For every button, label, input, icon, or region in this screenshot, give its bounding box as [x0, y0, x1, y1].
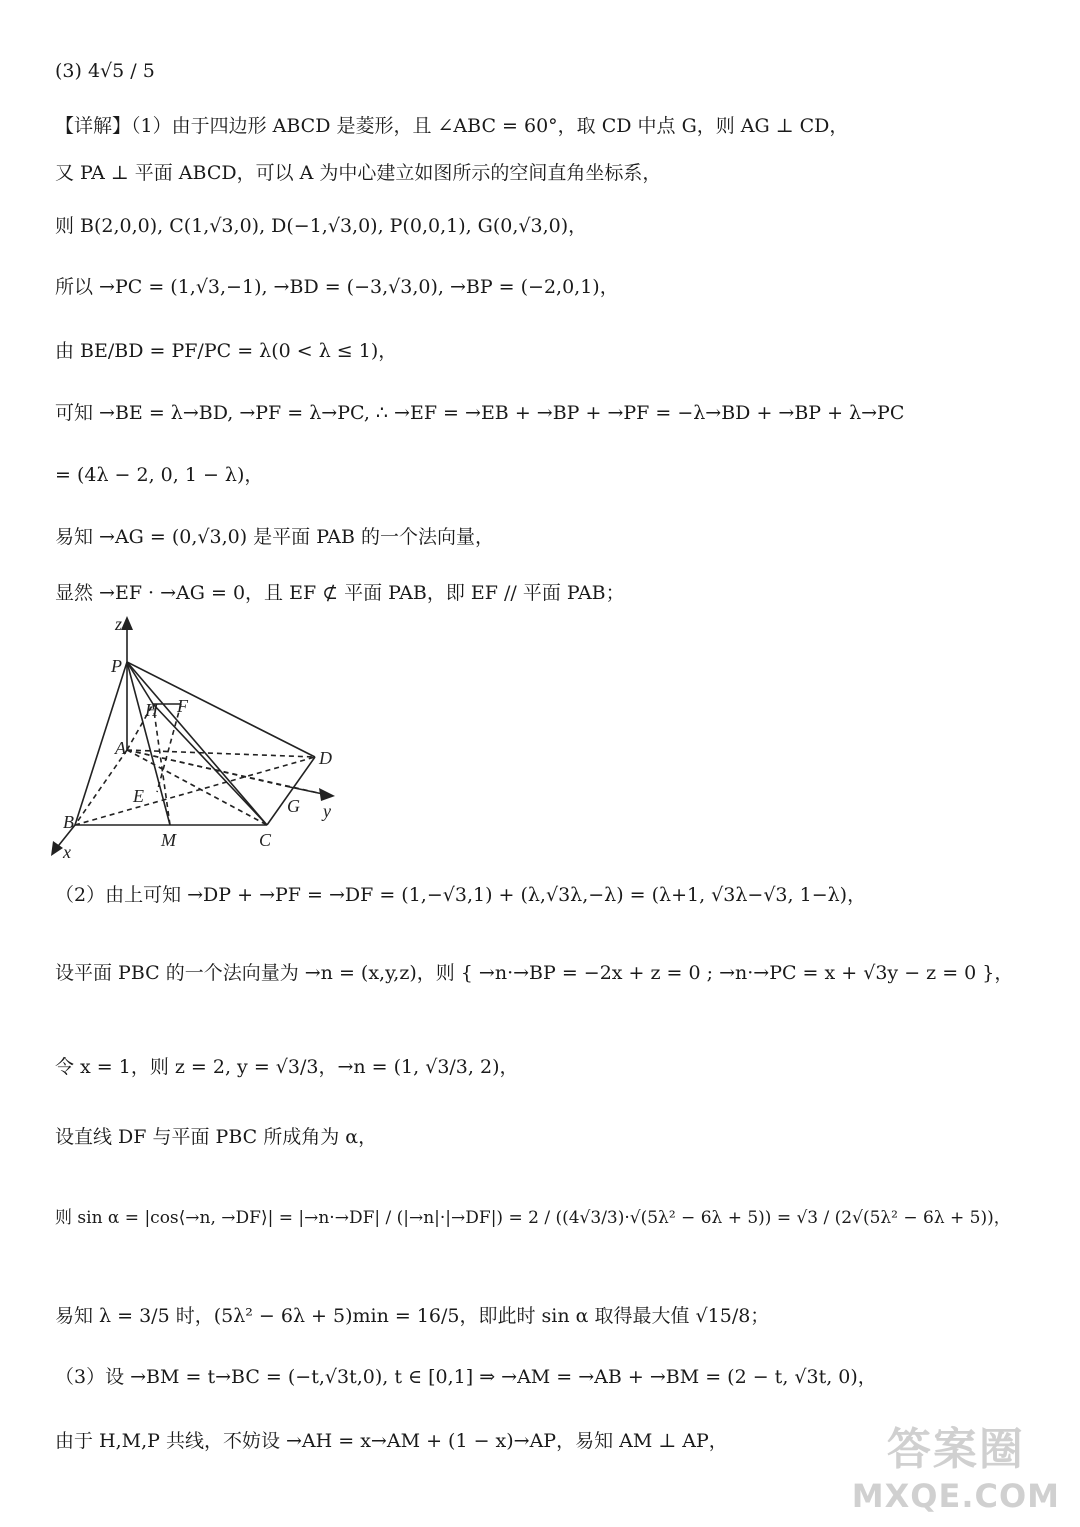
- label-A: A: [115, 738, 126, 758]
- solution-line-16: （3）设 →BM = t→BC = (−t,√3t,0), t ∈ [0,1] ⇒ →AM = →AB + →BM = (2 − t, √3t, 0)，: [55, 1366, 877, 1388]
- label-H: H: [145, 700, 158, 720]
- watermark-url: MXQE.COM: [851, 1477, 1060, 1515]
- label-G: G: [287, 796, 300, 816]
- solution-line-2: 又 PA ⊥ 平面 ABCD，可以 A 为中心建立如图所示的空间直角坐标系，: [55, 162, 662, 184]
- label-B: B: [63, 812, 74, 832]
- solution-line-8: 易知 →AG = (0,√3,0) 是平面 PAB 的一个法向量，: [55, 526, 494, 548]
- solution-line-17: 由于 H,M,P 共线，不妨设 →AH = x→AM + (1 − x)→AP，易知 AM ⊥ AP，: [55, 1430, 728, 1452]
- label-x: x: [63, 842, 71, 862]
- label-P: P: [111, 656, 122, 676]
- label-M: M: [161, 830, 176, 850]
- coordinate-figure: [45, 612, 365, 862]
- solution-line-12: 令 x = 1，则 z = 2, y = √3/3，→n = (1, √3/3, 2)，: [55, 1056, 519, 1078]
- solution-line-13: 设直线 DF 与平面 PBC 所成角为 α，: [55, 1126, 378, 1148]
- watermark-logo: 答案圈: [886, 1424, 1025, 1475]
- solution-line-7: = (4λ − 2, 0, 1 − λ)，: [55, 464, 264, 486]
- watermark: [852, 1413, 1060, 1515]
- solution-line-3: 则 B(2,0,0), C(1,√3,0), D(−1,√3,0), P(0,0,1), G(0,√3,0)，: [55, 215, 588, 237]
- solution-line-10: （2）由上可知 →DP + →PF = →DF = (1,−√3,1) + (λ,√3λ,−λ) = (λ+1, √3λ−√3, 1−λ)，: [55, 884, 867, 906]
- label-F: F: [177, 696, 188, 716]
- label-z: z: [115, 614, 123, 634]
- solution-line-4: 所以 →PC = (1,√3,−1), →BD = (−3,√3,0), →BP = (−2,0,1)，: [55, 276, 619, 298]
- label-E: E: [133, 786, 144, 806]
- label-C: C: [259, 830, 272, 850]
- solution-line-1: 【详解】（1）由于四边形 ABCD 是菱形，且 ∠ABC = 60°，取 CD 中点 G，则 AG ⊥ CD，: [55, 115, 849, 137]
- label-y: y: [323, 801, 331, 821]
- solution-line-5: 由 BE/BD = PF/PC = λ(0 < λ ≤ 1)，: [55, 340, 398, 362]
- solution-line-6: 可知 →BE = λ→BD, →PF = λ→PC, ∴ →EF = →EB + →BP + →PF = −λ→BD + →BP + λ→PC: [55, 402, 905, 424]
- solution-line-11: 设平面 PBC 的一个法向量为 →n = (x,y,z)，则 { →n·→BP = −2x + z = 0 ; →n·→PC = x + √3y − z = 0 }，: [55, 962, 1014, 984]
- solution-line-9: 显然 →EF · →AG = 0，且 EF ⊄ 平面 PAB，即 EF // 平面 PAB；: [55, 582, 625, 604]
- answer-part3: (3) 4√5 / 5: [55, 60, 155, 82]
- solution-line-14: 则 sin α = |cos⟨→n, →DF⟩| = |→n·→DF| / (|→n|·|→DF|) = 2 / ((4√3/3)·√(5λ² − 6λ + 5)) = √3 / (2√(5λ² − 6λ + 5))，: [55, 1208, 1011, 1228]
- label-D: D: [319, 748, 332, 768]
- solution-line-15: 易知 λ = 3/5 时，(5λ² − 6λ + 5)min = 16/5，即此时 sin α 取得最大值 √15/8；: [55, 1305, 770, 1327]
